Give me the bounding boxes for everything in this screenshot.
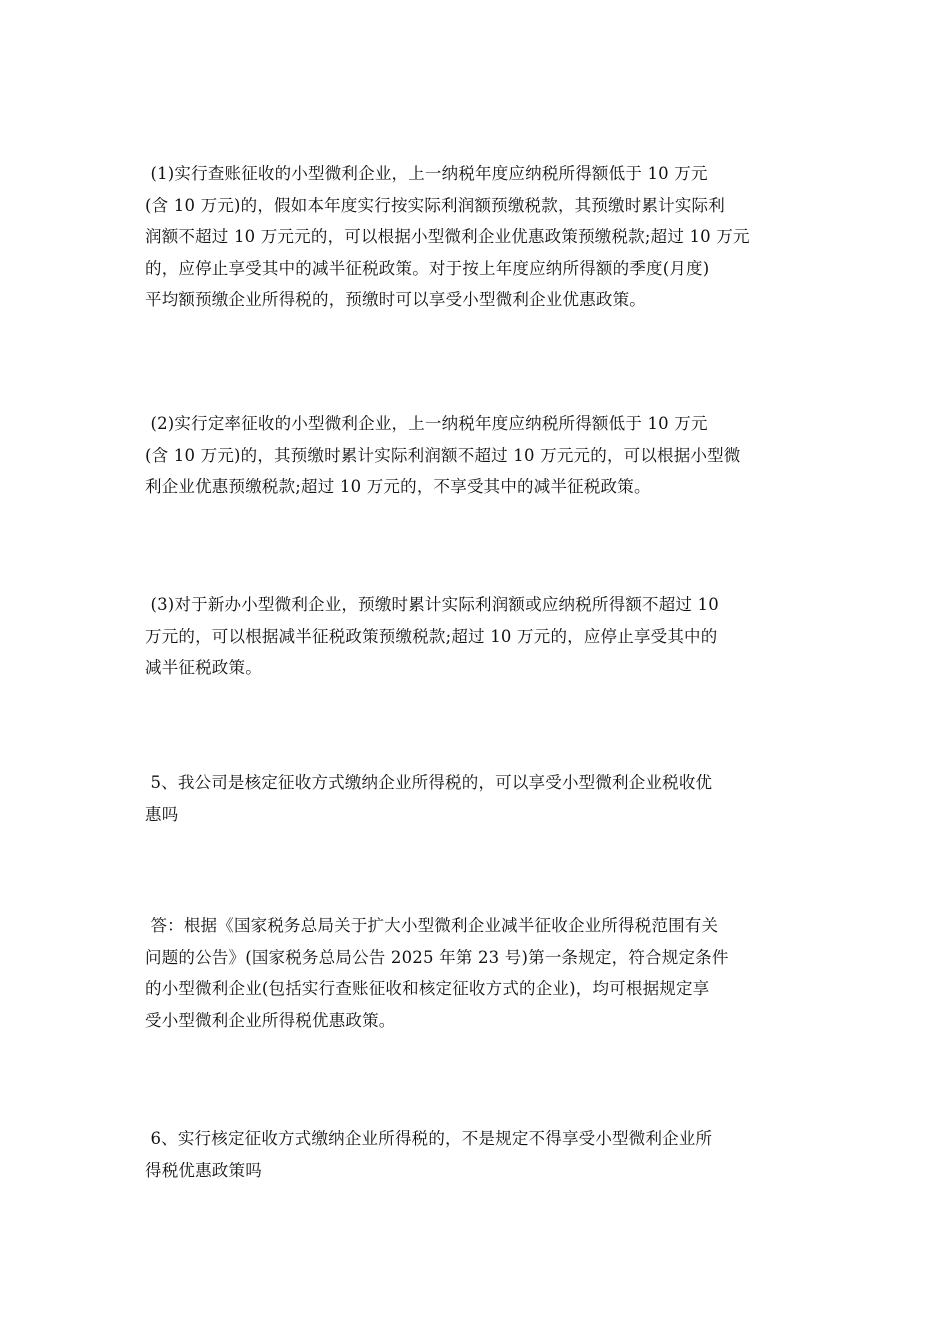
text-line: 6、实行核定征收方式缴纳企业所得税的，不是规定不得享受小型微利企业所	[145, 1129, 713, 1148]
question-6	[145, 1123, 807, 1186]
paragraph-3	[145, 589, 807, 684]
text-line: (2)实行定率征收的小型微利企业，上一纳税年度应纳税所得额低于 10 万元	[145, 414, 708, 433]
text-line: 答：根据《国家税务总局关于扩大小型微利企业减半征收企业所得税范围有关	[145, 916, 719, 935]
text-line: 平均额预缴企业所得税的，预缴时可以享受小型微利企业优惠政策。	[145, 290, 646, 309]
paragraph-1	[145, 158, 807, 316]
text-line: 润额不超过 10 万元元的，可以根据小型微利企业优惠政策预缴税款;超过 10 万元	[145, 227, 750, 246]
text-line: 得税优惠政策吗	[145, 1160, 262, 1180]
text-line: (3)对于新办小型微利企业，预缴时累计实际利润额或应纳税所得额不超过 10	[145, 595, 719, 614]
text-line: 问题的公告》(国家税务总局公告 2025 年第 23 号)第一条规定，符合规定条件	[145, 947, 729, 967]
text-line: 利企业优惠预缴税款;超过 10 万元的，不享受其中的减半征税政策。	[145, 477, 651, 496]
text-line: 的小型微利企业(包括实行查账征收和核定征收方式的企业)，均可根据规定享	[145, 979, 710, 998]
text-line: 受小型微利企业所得税优惠政策。	[145, 1010, 396, 1030]
text-line: 5、我公司是核定征收方式缴纳企业所得税的，可以享受小型微利企业税收优	[145, 773, 713, 792]
text-line: (含 10 万元)的，假如本年度实行按实际利润额预缴税款，其预缴时累计实际利	[145, 195, 725, 215]
question-5	[145, 767, 807, 830]
text-line: 惠吗	[145, 804, 179, 824]
text-line: 的，应停止享受其中的减半征税政策。对于按上年度应纳所得额的季度(月度)	[145, 258, 710, 278]
text-line: (含 10 万元)的，其预缴时累计实际利润额不超过 10 万元元的，可以根据小型微	[145, 445, 741, 465]
text-line: 万元的，可以根据减半征税政策预缴税款;超过 10 万元的，应停止享受其中的	[145, 626, 718, 646]
paragraph-2	[145, 408, 807, 503]
text-line: 减半征税政策。	[145, 658, 262, 677]
text-line: (1)实行查账征收的小型微利企业，上一纳税年度应纳税所得额低于 10 万元	[145, 164, 708, 183]
answer-5	[145, 910, 807, 1036]
